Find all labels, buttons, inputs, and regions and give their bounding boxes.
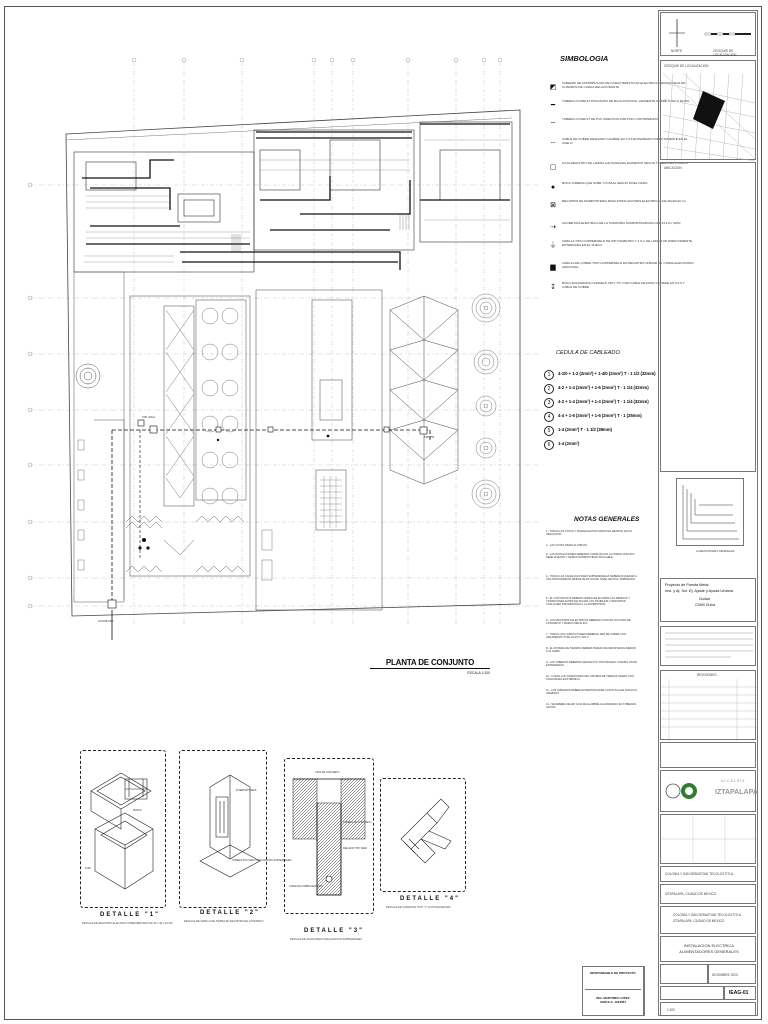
plan-title-block [370,658,490,675]
key-diagram [676,478,744,546]
legend-item-text: BOCA TUBERIA QUE SUBE Y/O BAJA SEGUN NIVEL DADO [562,181,648,185]
drawing-date: DICIEMBRE 2023 [712,973,738,977]
cedula-row-text: 4-2 + 1-4 (2mm²) + 1-4 (2mm²) T - 1 1/4 (32mm) [558,399,649,404]
project-line-3: Ciudad [699,597,710,601]
meter-icon: ⊠ [550,202,556,209]
detail-3-caption: DETALLE DE ZANJA PARA CANALIZACION SUBTERRANEA [290,938,362,941]
drawing-title: INSTALACION ELECTRICA [684,943,734,948]
date-cell [708,964,756,984]
ground-arrow-icon: ↧ [550,284,556,291]
detail-2-frame [179,750,292,908]
note-paragraph: 9.- LAS TUBERIAS DEBERAN SER DE PVC TIPO PESADO CUANDO VAYAN ENTERRADAS. [546,661,638,668]
detail-4-label: DETALLE "4" [400,896,460,902]
signature-block [582,966,644,1016]
org-sub: ALCALDIA [721,779,746,783]
legend-title: SIMBOLOGIA [560,54,609,63]
cedula-row [544,384,664,396]
drawing-subtitle: ALIMENTADORES GENERALES [679,949,739,954]
legend-item-text: ACOMETIDA ELECTRICA DE LA COMPAÑIA SUMINISTRADORA CFE 13.2 Kv, 60Hz [562,221,681,225]
legend-item-text: CAJA REGISTRO DE LAMINA GALVANIZADA DIAMETRO SEGUN TUBERIA EN PLANOS [562,161,688,165]
register-icon: ▢ [549,164,557,171]
signature-title: RESPONSABLE DE PROYECTO [590,971,636,975]
logo-panel [660,770,756,812]
grid-axes [30,62,540,625]
detail-2-label: DETALLE "2" [200,910,260,916]
government-seal-icon [665,777,705,807]
detail-1-drawing [81,751,165,907]
responsibles-panel [660,814,756,864]
orientation-label: CROQUIS DE LOCALIZACION [713,49,737,57]
north-panel [660,12,756,56]
note-paragraph: 3.- LAS INSTALACIONES DEBERAN CUMPLIR CON LA NORMA NOM-001-SEDE VIGENTE Y DEMAS NORMATIVIDAD APLICABLE. [546,553,635,560]
plan-title: PLANTA DE CONJUNTO [385,658,475,667]
note-paragraph: 2.- LAS COTAS RIGEN AL DIBUJO. [546,544,588,547]
detail-3-drawing [285,759,373,913]
detail-4-frame [380,778,466,892]
key-diagram-drawing [677,479,745,547]
location-label: UBICACION [664,166,682,170]
plan-scale: ESCALA 1:200 [467,671,490,675]
legend-item-text: TUBERIA CONDUIT POR MURO DE BAJA ANGOSTA, APARENTE SOBRE LOSA O MURO [562,99,690,103]
cedula-row [544,412,664,424]
location-text: COLONIA Y SAN SEBASTIAN TECOLOXTITLA [665,872,734,876]
org-small-row [660,964,708,984]
note-paragraph: 7.- TODOS LOS CONDUCTORES DEBERAN SER DE COBRE CON AISLAMIENTO THW-LS 90°C, 600 V. [546,633,626,640]
owner-row [660,986,724,1000]
detail-4-drawing [381,779,465,891]
location-map-label: CROQUIS DE LOCALIZACION [664,64,709,68]
address-row-2 [660,906,756,934]
lamp-icon: ⏚ [549,242,557,249]
detail-1-frame [80,750,166,908]
cedula-row-number: 2 [544,384,554,394]
location-map [663,73,755,159]
signature-cedula: CEDULA: 1234567 [599,1000,626,1004]
detail-2-note-b: TUBERIA PVC PARA CANALIZACION SUBTERRANEA [232,859,292,862]
legend-item-text: VARILLA DE COBRE TIPO COPPERWELD EN REGISTRO UNIDAD DE 1 PARA ELECTRODO ADICIONAL [562,261,694,269]
svg-text:MARCO: MARCO [133,809,142,812]
dot-icon: ● [550,184,556,191]
stamp-row [660,742,756,768]
cedula-row-number: 1 [544,370,554,380]
note-paragraph: 8.- EL SISTEMA DE TIERRAS DEBERA TENER UNA RESISTENCIA MENOR A 10 OHMS. [546,647,637,654]
revisions-label: REVISIONES [697,673,717,677]
cedula-row-number: 5 [544,426,554,436]
note-paragraph: 10.- TODAS LAS CONEXIONES DEL SISTEMA DE TIERRAS SERAN CON SOLDADURA EXOTERMICA. [546,675,634,682]
cedula-row [544,398,664,410]
legend-item-text: TABLERO DE DISTRIBUCION DE CARACTERISTICAS ELECTRICAS MOSTRADAS EN CUADROS DE CARGA RELACIONANTE [562,81,686,89]
detail-3-frame [284,758,374,914]
detail-2-drawing [180,751,292,907]
legend-item-text: VARILLA TIPO COPPERWELD DE 5/8" DIAMETRO Y 3.0 m DE LONGITUD DIRECTAMENTE ENTERRADA EN EL SUELO [562,239,693,247]
detail-3-note-c: CABLE DE COBRE DESNUDO [289,885,323,888]
note-paragraph: 4.- TODAS LAS CANALIZACIONES SUBTERRANEAS DEBERAN QUEDAR A UNA PROFUNDIDAD MINIMA DE 60 CM DEL NIVEL DE PISO TERMINADO. [546,575,637,582]
detail-3-label: DETALLE "3" [304,928,364,934]
key-diagram-caption: ALIMENTADORES GENERALES [696,550,735,553]
detail-2-caption: DETALLE DE VARILLA DE TIERRA EN REGISTRO DE CONCRETO [184,920,264,923]
conduit-floor-icon: ╌ [550,120,556,127]
location-text-row [660,866,756,882]
note-paragraph: 6.- LOS REGISTROS ELECTRICOS DEBERAN CONTAR CON TAPA DE CONCRETO Y MARCO METALICO. [546,619,631,626]
cedula-row-text: 1-4 (2mm²) T - 1 1/2 (38mm) [558,427,612,432]
sheet-cell [724,986,756,1000]
cedula-row [544,440,664,452]
arrow-icon: ⇢ [550,224,556,231]
revisions-table [660,670,756,740]
cedula-row-text: 1-4 (2mm²) [558,441,580,446]
svg-text:TAB. GRAL: TAB. GRAL [142,416,156,419]
cable-icon: ┄ [550,140,556,147]
transformer-icon: ◩ [549,84,557,91]
legend-item-text: REGISTRO DE MAMPOSTERIA PARA INSTALACIONES ELECTRICAS DE 40x40x40 cm [562,199,686,203]
signature-name: ING. MARTINEZ LOPEZ [596,996,630,1000]
detail-2-note-a: INTERRUPTORES [236,789,257,792]
address-text: IZTAPALAPA, CIUDAD DE MEXICO [665,892,717,896]
detail-3-note-d: TUBERIA DE CONCRETO [343,821,372,824]
cedula-row [544,426,664,438]
detail-1-caption: DETALLE DE REGISTRO ELECTRICO PREFABRICADO DE 40 x 40 x 40 CM [82,922,173,925]
detail-1-label: DETALLE "1" [100,912,160,918]
cedula-row-text: 4-4 + 1-6 (2mm²) + 1-6 (2mm²) T - 1 (25mm) [558,413,642,418]
project-line-1: Proyecto de Puesta Metal [665,583,709,587]
location-text-2: COLONIA Y SAN SEBASTIAN TECOLOXTITLA [673,913,742,917]
legend-item-text: BOCA SOLDADURA CADWELD TIPO "TA" CON CABLE DE PASO CALIBRE 4/0 A 0.6 Y CABLE DE COBRE [562,281,685,289]
location-panel [660,162,756,472]
notes-title: NOTAS GENERALES [574,516,640,523]
sheet-number: IEAG-01 [729,990,749,996]
cedula-title: CEDULA DE CABLEADO [556,350,620,356]
project-line-4: CDMX 01ima [695,603,716,607]
cedula-row-number: 6 [544,440,554,450]
note-paragraph: 11.- LOS TABLEROS DEBERAN IDENTIFICARSE CON PLACA DE ACRILICO GRABADO. [546,689,637,696]
note-paragraph: 5.- EL CONTRATISTA DEBERA VERIFICAR EN OBRA LAS MEDIDAS Y CONDICIONES ANTES DE INICIAR LOS TRABAJOS Y REPORTAR CUALQUIER DISCREPANCIA A LA SUPERVISION. [546,597,630,607]
detail-4-caption: DETALLE DE CONEXION TIPO "T" CON SOLDADURA [386,906,451,909]
detail-3-note-a: CAPA DE CONCRETO [315,771,340,774]
note-paragraph: 1.- TODAS LAS COTAS Y NIVELES ESTAN DADOS EN METROS SALVO INDICACION. [546,530,633,537]
project-box [660,578,756,622]
svg-text:TAB. P.B.: TAB. P.B. [424,436,435,439]
disclaimer-panel [660,626,756,666]
conduit-wall-icon: ━ [550,102,556,109]
cedula-row-number: 3 [544,398,554,408]
cedula-row [544,370,664,382]
legend-item-text: CABLE DE COBRE DESNUDO CALIBRE 4/0 A 0.6 ENTERRADO DIRECTAMENTE EN EL SUELO [562,137,688,145]
legend-item-text: TUBERIA CONDUIT DE PVC ASIENTOS POR PISO CONTRAMURO [562,117,658,121]
detail-3-note-b: RELLENO TIPO SEMI [343,847,367,850]
ground-icon: ▆ [550,264,556,271]
cedula-row-text: 4-1/0 + 1-2 (2mm²) + 1-4/0 (2mm²) T - 1 1/2 (32mm) [558,371,656,376]
cedula-row-number: 4 [544,412,554,422]
note-paragraph: 12.- SE DEBERA DEJAR GUIA DE ALAMBRE GALVANIZADO EN TUBERIAS VACIAS. [546,703,637,710]
scale-row [660,1002,756,1016]
drawing-title-row [660,936,756,962]
address-text-2: IZTAPALAPA, CIUDAD DE MEXICO [673,919,725,923]
svg-text:ACOMETIDA: ACOMETIDA [98,620,114,623]
location-map-panel [660,60,756,160]
org-name: IZTAPALAPA [715,789,758,796]
address-row [660,884,756,904]
project-line-2: Inst. y Aj. Sol. Ej. Ajuste y Ayuda Urbana [665,589,733,593]
cedula-row-text: 4-2 + 1-4 (2mm²) + 1-6 (2mm²) T - 1 1/4 (32mm) [558,385,649,390]
svg-text:TAPA: TAPA [85,867,91,870]
scale-value: 1:200 [667,1008,675,1012]
north-label: NORTE [671,49,683,53]
